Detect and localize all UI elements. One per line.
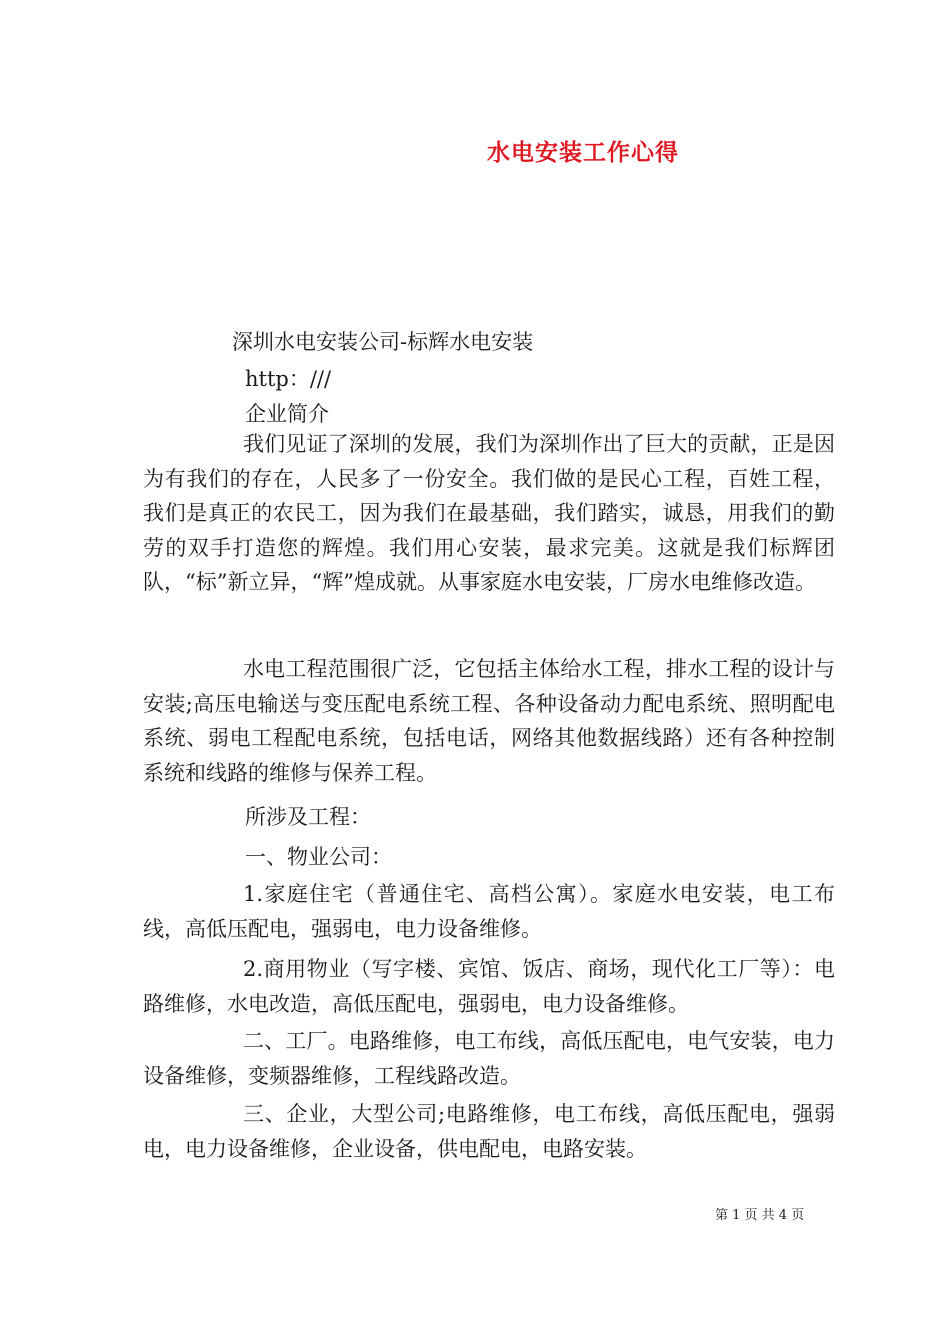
company-line: 深圳水电安装公司-标辉水电安装 [232, 330, 534, 354]
section1-heading: 一、物业公司： [245, 845, 392, 869]
item-enterprise: 三、企业，大型公司;电路维修，电工布线，高低压配电，强弱电，电力设备维修，企业设备，供电配电，电路安装。 [143, 1102, 835, 1161]
item-factory: 二、工厂。电路维修，电工布线，高低压配电，电气安装，电力设备维修，变频器维修，工程线路改造。 [143, 1029, 835, 1088]
document-title: 水电安装工作心得 [487, 140, 679, 166]
intro-paragraph-2: 水电工程范围很广泛，它包括主体给水工程，排水工程的设计与安装;高压电输送与变压配电系统工程、各种设备动力配电系统、照明配电系统、弱电工程配电系统，包括电话，网络其他数据线路）还有各种控制系统和线路的维修与保养工程。 [143, 657, 835, 785]
projects-heading: 所涉及工程： [245, 805, 371, 829]
intro-heading: 企业简介 [245, 402, 329, 426]
url-line: http：/// [245, 367, 332, 391]
item-commercial-property: 2.商用物业（写字楼、宾馆、饭店、商场，现代化工厂等）：电路维修，水电改造，高低压配电，强弱电，电力设备维修。 [143, 957, 835, 1016]
item-home-residence: 1.家庭住宅（普通住宅、高档公寓）。家庭水电安装，电工布线，高低压配电，强弱电，电力设备维修。 [143, 882, 835, 941]
intro-paragraph-1: 我们见证了深圳的发展，我们为深圳作出了巨大的贡献，正是因为有我们的存在，人民多了一份安全。我们做的是民心工程，百姓工程，我们是真正的农民工，因为我们在最基础，我们踏实，诚恳，用我们的勤劳的双手打造您的辉煌。我们用心安装，最求完美。这就是我们标辉团队，“标”新立异，“辉”煌成就。从事家庭水电安装，厂房水电维修改造。 [143, 432, 835, 594]
page-footer: 第 1 页 共 4 页 [715, 1208, 805, 1223]
